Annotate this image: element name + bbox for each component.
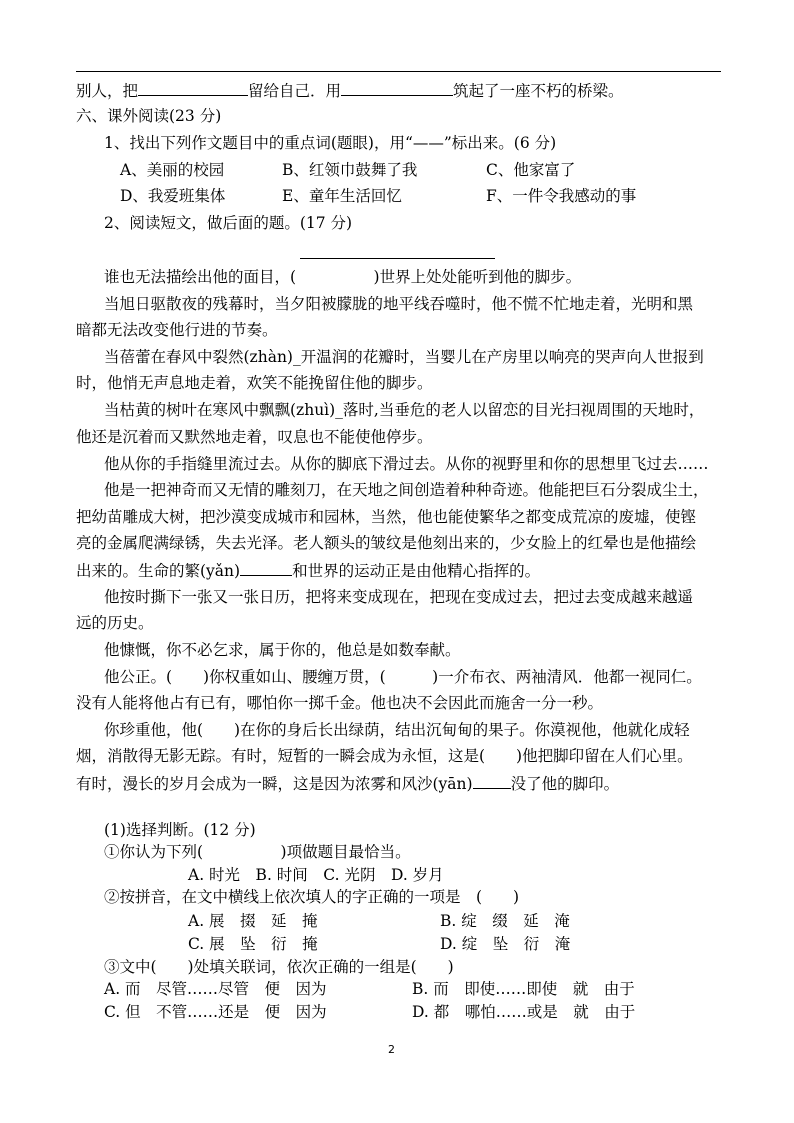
passage-line: 当枯黄的树叶在寒风中飘飘(zhuì)_落时,当垂危的老人以留恋的目光扫视周围的天地时， <box>104 401 705 419</box>
option-a: A、美丽的校园 <box>120 161 225 179</box>
questions-header: (1)选择判断。(12 分) <box>104 821 256 839</box>
passage-line <box>76 773 619 794</box>
option-e: E、童年生活回忆 <box>282 187 402 205</box>
answer-blank[interactable] <box>138 80 248 96</box>
passage-segment: 有时，漫长的岁月会成为一瞬，这是因为浓雾和风沙(yān) <box>76 775 473 793</box>
option-f: F、一件令我感动的事 <box>486 187 637 205</box>
question-1-options: A. 时光 B. 时间 C. 光阴 D. 岁月 <box>188 866 444 884</box>
q3-option-c: C. 但 不管……还是 便 因为 <box>104 1003 327 1021</box>
section-heading: 六、课外阅读(23 分) <box>76 107 222 125</box>
question-1: 1、找出下列作文题目中的重点词(题眼)，用“——”标出来。(6 分) <box>104 134 557 152</box>
passage-line: 他慷慨，你不必乞求，属于你的，他总是如数奉献。 <box>104 641 461 659</box>
passage-line: 亮的金属爬满绿锈，失去光泽。老人额头的皱纹是他刻出来的，少女脸上的红晕也是他描绘 <box>76 534 697 552</box>
question-2: 2、阅读短文，做后面的题。(17 分) <box>104 214 353 232</box>
passage-segment: 出来的。生命的繁(yǎn) <box>76 562 241 580</box>
answer-blank[interactable] <box>341 80 453 96</box>
passage-line: 没有人能将他占有已有，哪怕你一掷千金。他也决不会因此而施舍一分一秒。 <box>76 694 604 712</box>
answer-blank[interactable] <box>240 560 292 576</box>
option-c: C、他家富了 <box>486 161 576 179</box>
passage-line: 当旭日驱散夜的残幕时，当夕阳被朦胧的地平线吞噬时，他不慌不忙地走着，光明和黑 <box>104 295 694 313</box>
passage-line: 谁也无法描绘出他的面目，( )世界上处处能听到他的脚步。 <box>104 268 582 286</box>
passage-line <box>76 560 540 581</box>
passage-line: 远的历史。 <box>76 614 154 632</box>
passage-line: 暗都无法改变他行进的节奏。 <box>76 321 278 339</box>
q3-option-b: B. 而 即使……即使 就 由于 <box>412 980 635 998</box>
passage-segment: 和世界的运动正是由他精心指挥的。 <box>292 562 541 580</box>
passage-line: 当蓓蕾在春风中裂然(zhàn)_开温润的花瓣时，当婴儿在产房里以响亮的哭声向人世报到 <box>104 348 704 366</box>
passage-line: 他公正。( )你权重如山、腰缠万贯，( )一介布衣、两袖清风．他都一视同仁。 <box>104 668 702 686</box>
page-number: 2 <box>388 1043 395 1056</box>
passage-line: 你珍重他，他( )在你的身后长出绿荫，结出沉甸甸的果子。你漠视他，他就化成轻 <box>104 721 690 739</box>
passage-line: 把幼苗雕成大树，把沙漠变成城市和园林，当然，他也能使繁华之都变成荒凉的废墟，使铿 <box>76 508 697 526</box>
top-rule <box>76 71 721 72</box>
fill-text-3: 筑起了一座不朽的桥梁。 <box>453 82 624 100</box>
q2-option-c: C. 展 坠 衍 掩 <box>188 935 318 953</box>
passage-line: 他是一把神奇而又无情的雕刻刀，在天地之间创造着种种奇迹。他能把巨石分裂成尘土， <box>104 481 709 499</box>
passage-line: 他从你的手指缝里流过去。从你的脚底下滑过去。从你的视野里和你的思想里飞过去…… <box>104 455 709 473</box>
fill-in-line <box>76 80 624 101</box>
passage-segment: 没了他的脚印。 <box>510 775 620 793</box>
passage-line: 烟，消散得无影无踪。有时，短暂的一瞬会成为永恒，这是( )他把脚印留在人们心里。 <box>76 747 693 765</box>
passage-line: 时，他悄无声息地走着，欢笑不能挽留住他的脚步。 <box>76 374 433 392</box>
fill-text-1: 别人，把 <box>76 82 139 100</box>
option-d: D、我爱班集体 <box>120 187 226 205</box>
passage-line: 他还是沉着而又默然地走着，叹息也不能使他停步。 <box>76 428 433 446</box>
option-b: B、红领巾鼓舞了我 <box>282 161 418 179</box>
title-blank[interactable] <box>300 258 495 259</box>
question-stem-2: ②按拼音，在文中横线上依次填人的字正确的一项是 ( ) <box>104 888 520 906</box>
q3-option-a: A. 而 尽管……尽管 便 因为 <box>104 980 327 998</box>
q2-option-d: D. 绽 坠 衍 淹 <box>440 935 571 953</box>
question-stem-3: ③文中( )处填关联词，依次正确的一组是( ) <box>104 958 454 976</box>
q3-option-d: D. 都 哪怕……或是 就 由于 <box>412 1003 636 1021</box>
q2-option-b: B. 绽 缀 延 淹 <box>440 912 570 930</box>
fill-text-2: 留给自己．用 <box>248 82 342 100</box>
answer-blank[interactable] <box>473 773 511 789</box>
passage-line: 他按时撕下一张又一张日历，把将来变成现在，把现在变成过去，把过去变成越来越遥 <box>104 588 694 606</box>
q2-option-a: A. 展 掇 延 掩 <box>188 912 318 930</box>
question-stem-1: ①你认为下列( )项做题目最恰当。 <box>104 843 411 861</box>
